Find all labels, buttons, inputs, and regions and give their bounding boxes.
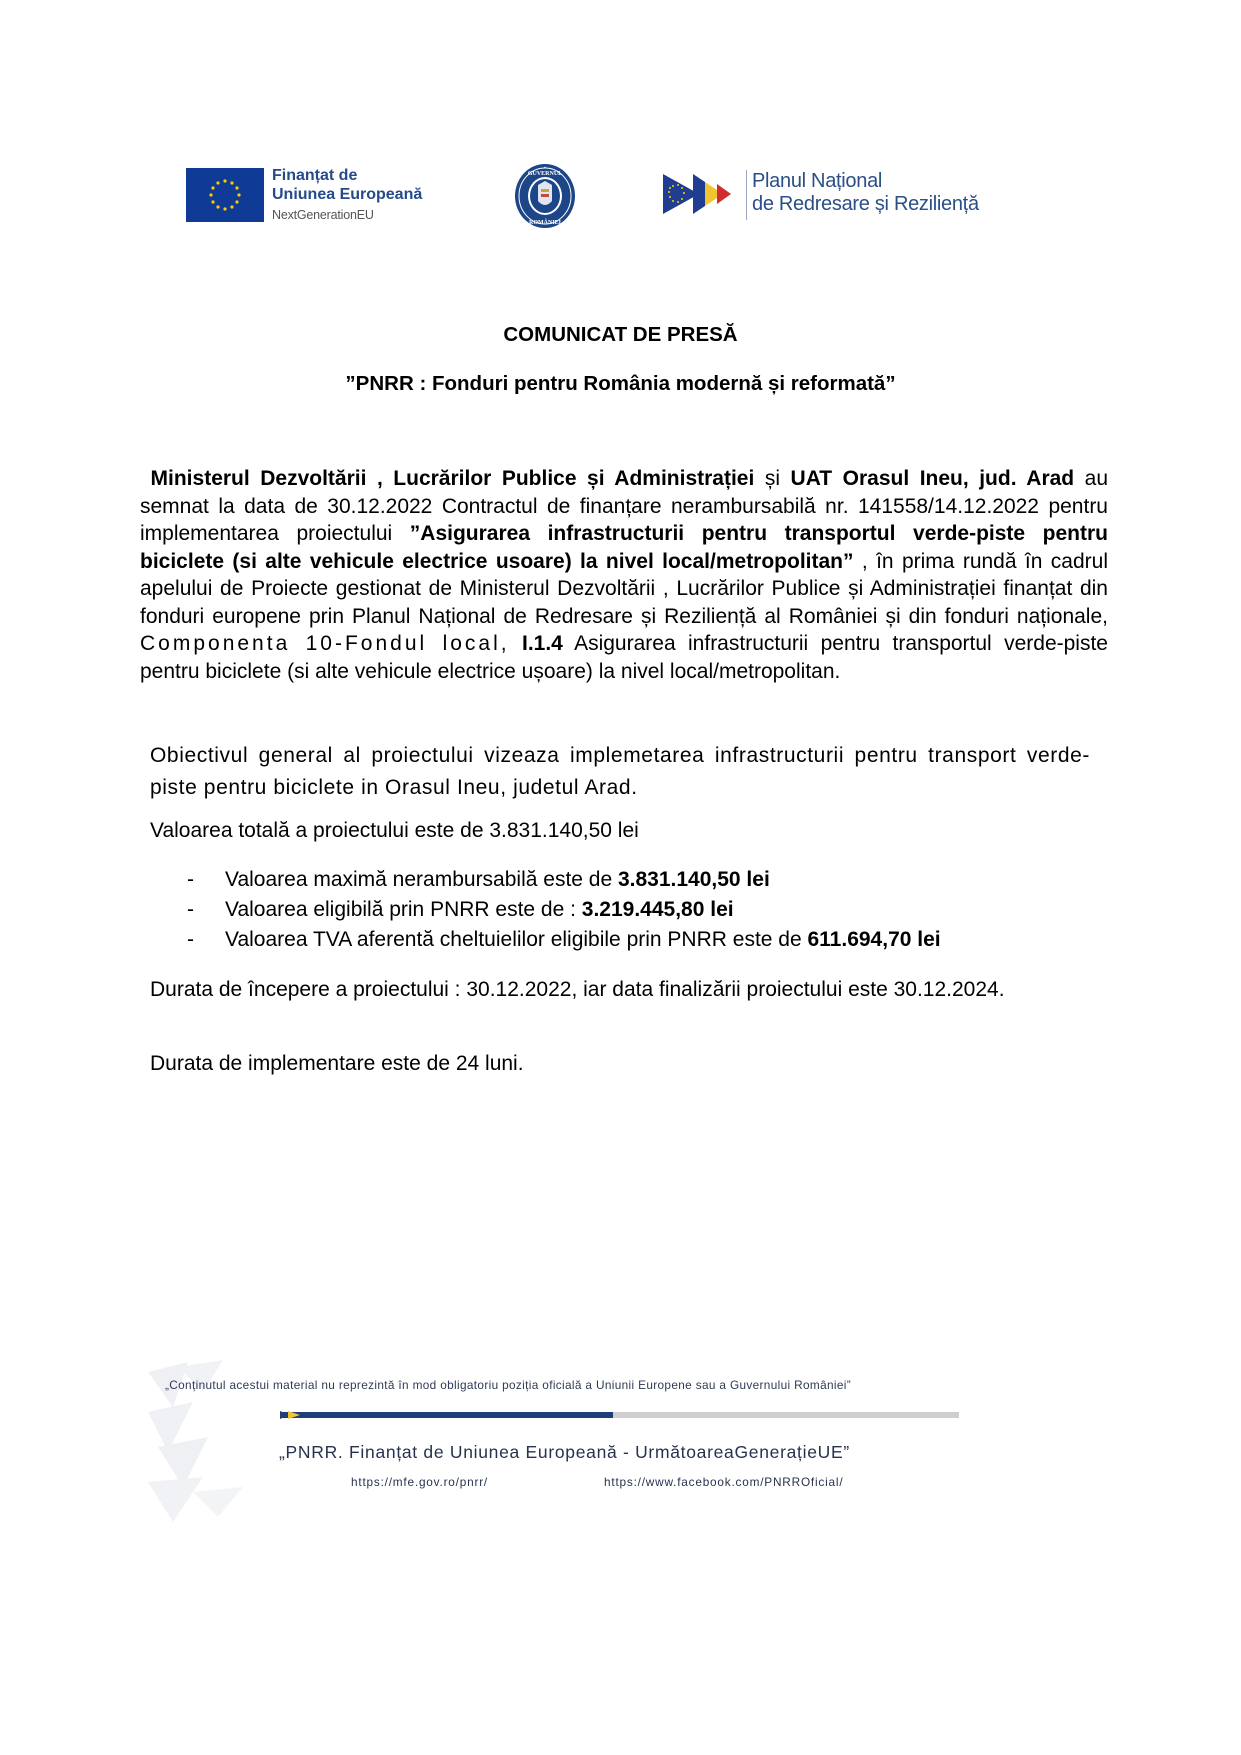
values-list — [150, 865, 1130, 955]
footer-banner — [148, 1352, 1098, 1522]
pnrr-mini-arrow-icon — [280, 1409, 306, 1421]
eu-flag-icon — [186, 168, 264, 222]
list-item — [150, 865, 1130, 895]
svg-text:GUVERNUL: GUVERNUL — [527, 171, 563, 177]
value-label: Valoarea maximă nerambursabilă este de — [225, 868, 618, 891]
dash-bullet: - — [187, 898, 194, 921]
pnrr-logo-line-1: Planul Național — [752, 170, 883, 192]
dash-bullet: - — [187, 868, 194, 891]
implementation-paragraph: Durata de implementare este de 24 luni. — [150, 1052, 524, 1075]
page-title: COMUNICAT DE PRESĂ — [503, 323, 738, 346]
value-label: Valoarea TVA aferentă cheltuielilor eligibile prin PNRR este de — [225, 928, 808, 951]
pnrr-logo-text — [752, 170, 979, 216]
measure-text: Asigurarea infrastructurii pentru transportul verde-piste pentru biciclete (si alte vehicule electrice ușoare) la nivel local/metropolitan. — [140, 632, 1108, 683]
pnrr-logo-divider — [746, 170, 747, 220]
eu-logo-line-2: Uniunea Europeană — [272, 186, 423, 203]
disclaimer-text: „Conținutul acestui material nu reprezintă în mod obligatoriu poziția oficială a Uniunii Europene sau a Guvernului României” — [165, 1378, 852, 1392]
dash-bullet: - — [187, 928, 194, 951]
pnrr-logo-line-2: de Redresare și Reziliență — [752, 193, 979, 215]
eu-logo-line-1: Finanțat de — [272, 167, 358, 184]
slogan-text: „PNRR. Finanțat de Uniunea Europeană - UrmătoareaGenerațieUE” — [279, 1442, 850, 1462]
ministry-name: Ministerul Dezvoltării , Lucrărilor Publice și Administrației — [150, 467, 755, 490]
value-label: Valoarea eligibilă prin PNRR este de : — [225, 898, 582, 921]
component-label: Componenta 10-Fondul local, — [140, 632, 510, 655]
pnrr-arrows-icon — [663, 170, 743, 218]
eu-funding-logo-text — [272, 166, 422, 225]
list-item — [150, 895, 1130, 925]
progress-bar-fill — [283, 1412, 613, 1418]
conjunction: și — [754, 467, 791, 490]
svg-text:ROMÂNIEI: ROMÂNIEI — [528, 220, 562, 226]
beneficiary-name: UAT Orasul Ineu, jud. Arad — [790, 467, 1075, 490]
measure-code: I.1.4 — [521, 632, 563, 655]
program-text: , în prima rundă în cadrul apelului de Proiecte gestionat de Ministerul Dezvoltării , Lucrărilor Publice și Administrației finanțat din fonduri europene prin Planul Național de Redresare și Reziliență al României și din fonduri naționale, — [140, 549, 1108, 628]
list-item — [150, 925, 1130, 955]
value-amount: 3.831.140,50 lei — [617, 868, 770, 891]
page-subtitle: ”PNRR : Fonduri pentru România modernă și reformată” — [345, 372, 896, 395]
total-value-paragraph: Valoarea totală a proiectului este de 3.831.140,50 lei — [150, 819, 639, 842]
objective-paragraph: Obiectivul general al proiectului vizeaza implemetarea infrastructurii pentru transport verde-piste pentru biciclete in Orasul Ineu, judetul Arad. — [150, 744, 1090, 799]
intro-paragraph — [140, 465, 1108, 685]
project-title: ”Asigurarea infrastructurii pentru transportul verde-piste pentru biciclete (si alte vehicule electrice usoare) la nivel local/metropolitan” — [140, 522, 1108, 573]
guvernul-romaniei-seal-icon — [514, 163, 576, 229]
duration-paragraph: Durata de începere a proiectului : 30.12.2022, iar data finalizării proiectului este 30.12.2024. — [150, 978, 1005, 1001]
eu-logo-line-3: NextGenerationEU — [272, 208, 374, 222]
value-amount: 3.219.445,80 lei — [581, 898, 734, 921]
facebook-pnrr-link[interactable]: https://www.facebook.com/PNRROficial/ — [604, 1475, 844, 1489]
value-amount: 611.694,70 lei — [807, 928, 941, 951]
progress-bar-decoration — [283, 1412, 959, 1418]
contract-text: au semnat la data de 30.12.2022 Contractul de finanțare nerambursabilă nr. 141558/14.12.2022 pentru implementarea proiectului — [140, 467, 1108, 545]
mfe-pnrr-link[interactable]: https://mfe.gov.ro/pnrr/ — [351, 1475, 488, 1489]
